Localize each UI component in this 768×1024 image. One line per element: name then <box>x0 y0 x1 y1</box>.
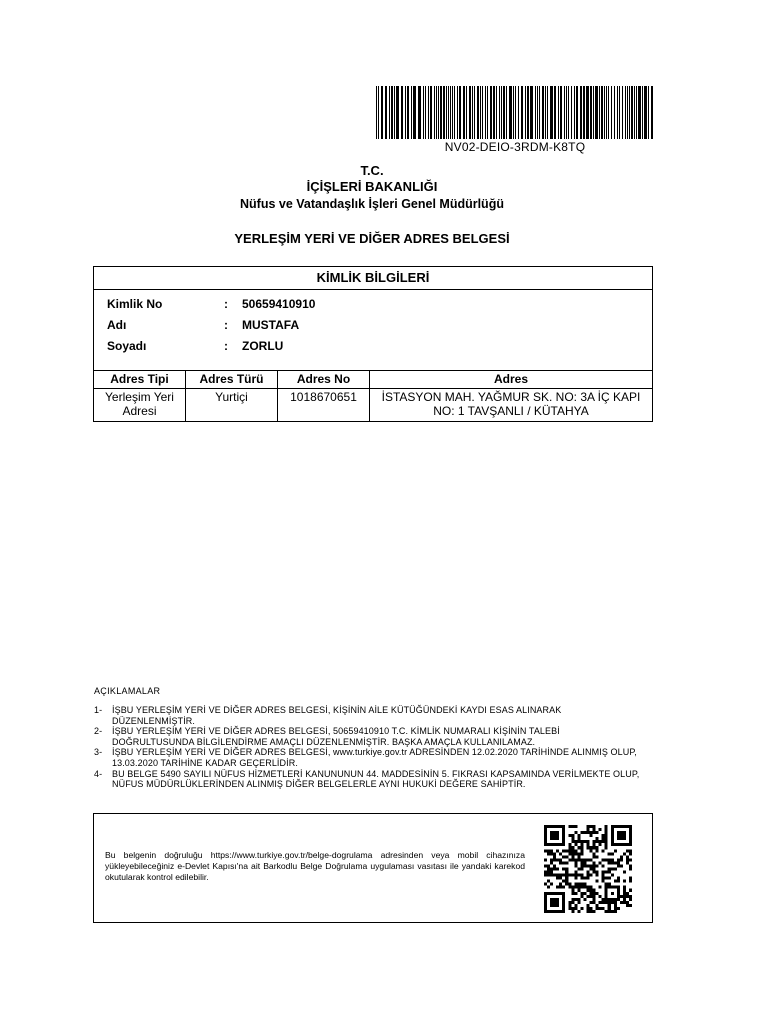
identity-value: 50659410910 <box>242 297 316 311</box>
identity-box <box>93 266 653 371</box>
note-number: 2- <box>94 726 103 737</box>
note-item <box>94 747 644 768</box>
identity-colon: : <box>224 339 228 353</box>
identity-label: Kimlik No <box>107 297 163 311</box>
note-item <box>94 769 644 790</box>
note-text: İŞBU YERLEŞİM YERİ VE DİĞER ADRES BELGESİ, www.turkiye.gov.tr ADRESİNDEN 12.02.2020 TARİHİNDE ALINMIŞ OLUP, 13.03.2020 TARİHİNE KADAR GEÇERLİDİR. <box>112 747 637 768</box>
notes-section <box>94 686 644 790</box>
note-text: İŞBU YERLEŞİM YERİ VE DİĞER ADRES BELGESİ, KİŞİNİN AİLE KÜTÜĞÜNDEKİ KAYDI ESAS ALINARAK DÜZENLENMİŞTİR. <box>112 705 562 726</box>
address-table <box>93 370 653 422</box>
identity-section-title: KİMLİK BİLGİLERİ <box>94 267 652 290</box>
document-title: YERLEŞİM YERİ VE DİĞER ADRES BELGESİ <box>234 231 510 246</box>
column-header: Adres <box>370 371 653 389</box>
barcode-icon <box>376 86 654 139</box>
address-table-header-row <box>94 371 653 389</box>
note-text: BU BELGE 5490 SAYILI NÜFUS HİZMETLERİ KANUNUNUN 44. MADDESİNİN 5. FIKRASI KAPSAMINDA VERİLMEKTE OLUP, NÜFUS MÜDÜRLÜKLERİNDEN ALINMIŞ DİĞER BELGELERLE AYNI HUKUKİ DEĞERE SAHİPTİR. <box>112 768 640 790</box>
notes-title: AÇIKLAMALAR <box>94 686 161 696</box>
identity-row-soyadi <box>94 338 652 354</box>
note-number: 3- <box>94 747 103 758</box>
identity-value: ZORLU <box>242 339 284 353</box>
identity-value: MUSTAFA <box>242 318 300 332</box>
header-directorate: Nüfus ve Vatandaşlık İşleri Genel Müdürlüğü <box>240 197 504 211</box>
address-no-cell: 1018670651 <box>278 389 370 422</box>
header-country: T.C. <box>360 163 384 178</box>
verification-box <box>93 813 653 923</box>
identity-row-kimlik-no <box>94 296 652 312</box>
note-number: 4- <box>94 768 103 779</box>
barcode-block <box>376 86 654 154</box>
qr-code-icon <box>544 825 632 913</box>
note-item <box>94 705 644 726</box>
identity-label: Adı <box>107 318 127 332</box>
barcode-code: NV02-DEIO-3RDM-K8TQ <box>444 140 586 154</box>
column-header: Adres Tipi <box>94 371 186 389</box>
verification-text: Bu belgenin doğruluğu https://www.turkiye.gov.tr/belge-dogrulama adresinden veya mobil cihazınıza yükleyebileceğiniz e-Devlet Kapısı'na ait Barkodlu Belge Doğrulama uygulaması vasıtası ile yandaki karekod okutularak kontrol edilebilir. <box>105 850 525 883</box>
address-type-cell: Yerleşim Yeri Adresi <box>94 389 186 422</box>
note-text: İŞBU YERLEŞİM YERİ VE DİĞER ADRES BELGESİ, 50659410910 T.C. KİMLİK NUMARALI KİŞİNİN TALEBİ DOĞRULTUSUNDA BİLGİLENDİRME AMAÇLI DÜZENLENMİŞTİR. BAŞKA AMAÇLA KULLANILAMAZ. <box>112 726 560 747</box>
identity-colon: : <box>224 318 228 332</box>
identity-label: Soyadı <box>107 339 147 353</box>
header-ministry: İÇİŞLERİ BAKANLIĞI <box>306 179 438 194</box>
column-header: Adres Türü <box>186 371 278 389</box>
note-item <box>94 726 644 747</box>
identity-colon: : <box>224 297 228 311</box>
column-header: Adres No <box>278 371 370 389</box>
identity-row-adi <box>94 317 652 333</box>
table-row <box>94 389 653 422</box>
address-kind-cell: Yurtiçi <box>186 389 278 422</box>
note-number: 1- <box>94 705 103 715</box>
address-cell: İSTASYON MAH. YAĞMUR SK. NO: 3A İÇ KAPI NO: 1 TAVŞANLI / KÜTAHYA <box>370 389 653 422</box>
